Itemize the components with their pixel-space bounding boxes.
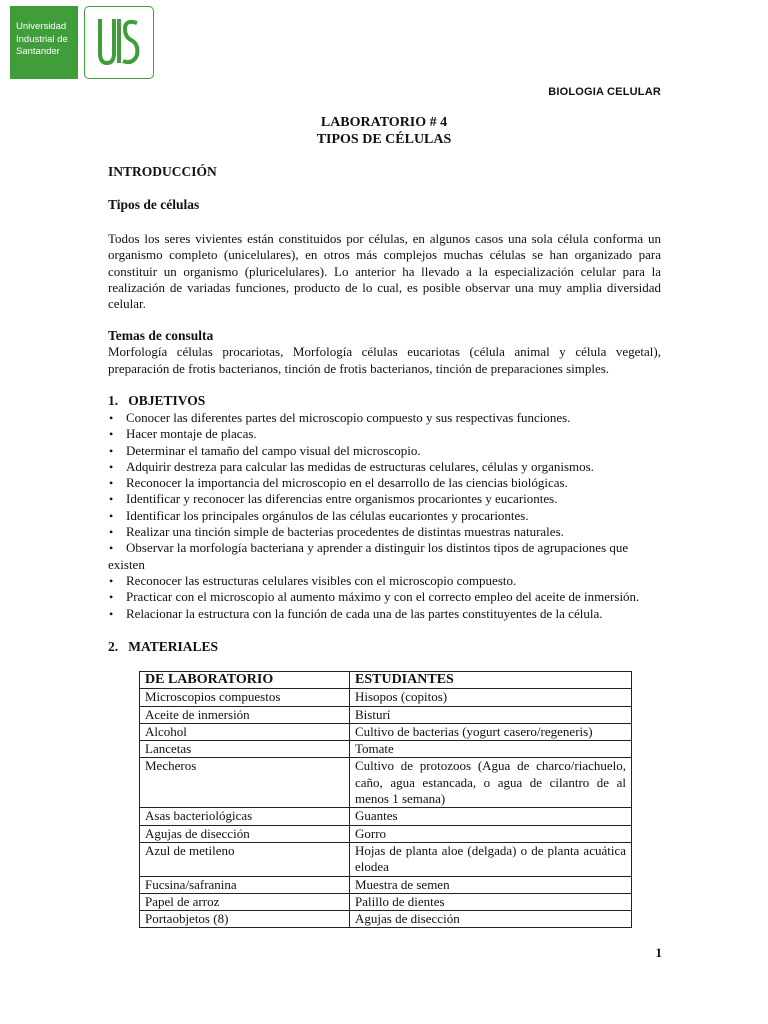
list-item: • Hacer montaje de placas.: [108, 426, 661, 442]
table-cell: Aceite de inmersión: [140, 706, 350, 723]
materiales-number: 2.: [108, 639, 119, 654]
course-name: BIOLOGIA CELULAR: [548, 86, 661, 98]
col-header-lab: DE LABORATORIO: [140, 672, 350, 689]
table-cell: Alcohol: [140, 723, 350, 740]
table-row: [140, 741, 632, 758]
table-row: [140, 689, 632, 706]
logo-line-3: Santander: [16, 46, 60, 57]
logo-line-2: Industrial de: [16, 33, 68, 45]
logo-line-1: Universidad: [16, 21, 67, 32]
table-cell: Cultivo de bacterias (yogurt casero/regeneris): [350, 723, 632, 740]
table-cell: Mecheros: [140, 758, 350, 808]
list-item: • Observar la morfología bacteriana y aprender a distinguir los distintos tipos de agrupaciones que existen: [108, 540, 661, 573]
table-row: [140, 723, 632, 740]
lab-title: LABORATORIO # 4: [320, 115, 448, 130]
list-item: • Determinar el tamaño del campo visual del microscopio.: [108, 443, 661, 459]
temas-text: Morfología células procariotas, Morfología células eucariotas (célula animal y célula vegetal), preparación de frotis bacterianos, tinción de frotis bacterianos, tinción de preparaciones simples.: [108, 344, 661, 376]
table-cell: Muestra de semen: [350, 876, 632, 893]
table-cell: Portaobjetos (8): [140, 911, 350, 928]
table-row: [140, 893, 632, 910]
page-number: 1: [655, 945, 662, 960]
table-cell: Agujas de disección: [140, 825, 350, 842]
table-header-row: [140, 672, 632, 689]
list-item: • Identificar los principales orgánulos de las células eucariontes y procariontes.: [108, 508, 661, 524]
list-item: • Relacionar la estructura con la función de cada una de las partes constituyentes de la célula.: [108, 606, 661, 622]
objetivos-heading: [108, 393, 661, 409]
table-row: [140, 842, 632, 876]
table-row: [140, 825, 632, 842]
list-item: • Conocer las diferentes partes del microscopio compuesto y sus respectivas funciones.: [108, 410, 661, 426]
table-cell: Guantes: [350, 808, 632, 825]
table-cell: Cultivo de protozoos (Agua de charco/riachuelo, caño, agua estancada, o agua de cilantro de al menos 1 semana): [350, 758, 632, 808]
list-item: • Reconocer las estructuras celulares visibles con el microscopio compuesto.: [108, 573, 661, 589]
table-cell: Agujas de disección: [350, 911, 632, 928]
table-row: [140, 808, 632, 825]
objetivos-list: [108, 410, 661, 622]
temas-section: [108, 328, 661, 377]
list-item: • Realizar una tinción simple de bacterias procedentes de distintas muestras naturales.: [108, 524, 661, 540]
list-item: • Reconocer la importancia del microscopio en el desarrollo de las ciencias biológicas.: [108, 475, 661, 491]
col-header-est: ESTUDIANTES: [350, 672, 632, 689]
objetivos-number: 1.: [108, 393, 119, 408]
table-row: [140, 706, 632, 723]
table-cell: Hisopos (copitos): [350, 689, 632, 706]
intro-paragraph: Todos los seres vivientes están constituidos por células, en algunos casos una sola célula conforma un organismo completo (unicelulares), en otros más complejos muchas células se han organizado para constituir un organismo (pluricelulares). Lo anterior ha llevado a la especialización celular para la realización de variadas funciones, producto de lo cual, es posible observar una muy amplia diversidad celular.: [108, 231, 661, 312]
objetivos-list-wrapper: [108, 410, 661, 622]
lab-subtitle: TIPOS DE CÉLULAS: [316, 132, 452, 147]
uis-logo-mark-icon: [84, 6, 154, 79]
uis-logo-mark-svg: [85, 7, 152, 77]
university-logo: [10, 6, 78, 79]
table-cell: Azul de metileno: [140, 842, 350, 876]
materials-table: [139, 671, 632, 928]
table-cell: Palillo de dientes: [350, 893, 632, 910]
table-cell: Bisturí: [350, 706, 632, 723]
temas-heading: Temas de consulta: [108, 328, 214, 343]
intro-subheading: Tipos de células: [108, 197, 200, 212]
materiales-heading: [108, 639, 661, 655]
table-cell: Microscopios compuestos: [140, 689, 350, 706]
table-cell: Papel de arroz: [140, 893, 350, 910]
list-item: • Identificar y reconocer las diferencias entre organismos procariontes y eucariontes.: [108, 491, 661, 507]
list-item: • Adquirir destreza para calcular las medidas de estructuras celulares, células y organismos.: [108, 459, 661, 475]
table-row: [140, 758, 632, 808]
table-cell: Fucsina/safranina: [140, 876, 350, 893]
table-row: [140, 876, 632, 893]
table-row: [140, 911, 632, 928]
table-cell: Lancetas: [140, 741, 350, 758]
table-cell: Hojas de planta aloe (delgada) o de planta acuática elodea: [350, 842, 632, 876]
objetivos-title: OBJETIVOS: [128, 393, 206, 408]
intro-heading: INTRODUCCIÓN: [108, 164, 217, 179]
table-cell: Asas bacteriológicas: [140, 808, 350, 825]
table-cell: Gorro: [350, 825, 632, 842]
table-cell: Tomate: [350, 741, 632, 758]
list-item: • Practicar con el microscopio al aumento máximo y con el correcto empleo del aceite de inmersión.: [108, 589, 661, 605]
materiales-title: MATERIALES: [128, 639, 219, 654]
